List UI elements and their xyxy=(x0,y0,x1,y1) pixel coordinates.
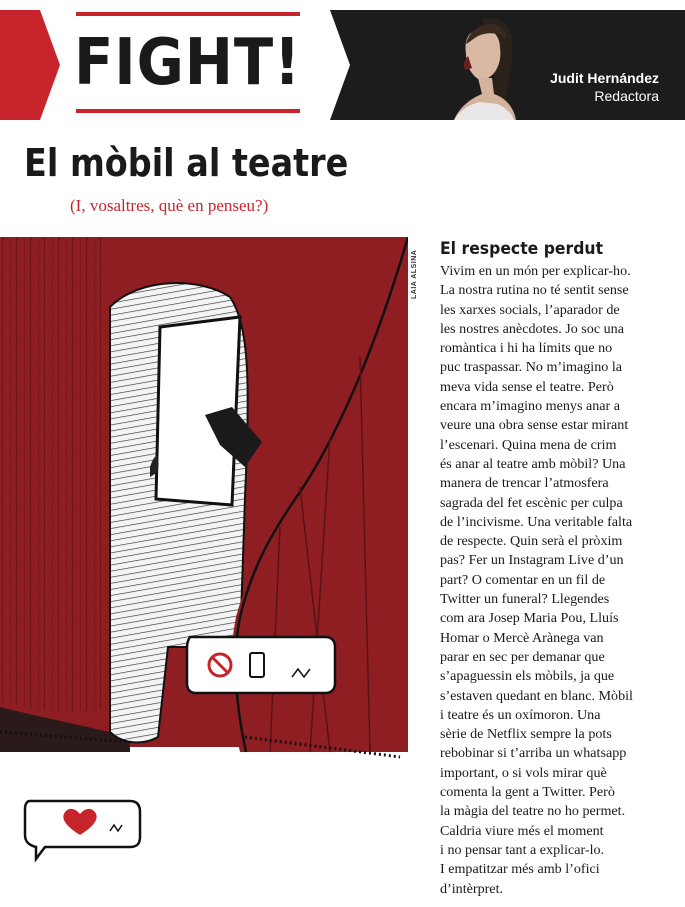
illustration-theatre-phone xyxy=(0,237,408,897)
body-line: sagrada del fet escènic per culpa xyxy=(440,494,623,511)
article-body xyxy=(440,262,685,899)
body-line: I empatitzar més amb l’ofici xyxy=(440,861,600,878)
body-line: com ara Josep Maria Pou, Lluís xyxy=(440,610,619,627)
body-line: s’estaven quedant en blanc. Mòbil xyxy=(440,687,633,704)
body-line: parar en sec per demanar que xyxy=(440,648,605,665)
body-line: meva vida sense el teatre. Però xyxy=(440,378,614,395)
body-line: veure una obra sense estar mirant xyxy=(440,417,629,434)
body-line: la màgia del teatre no ho permet. xyxy=(440,803,626,820)
column-heading: El respecte perdut xyxy=(440,239,604,259)
article-subtitle: (I, vosaltres, què en penseu?) xyxy=(70,196,269,215)
body-line: comenta la gent a Twitter. Però xyxy=(440,784,615,801)
author-role: Redactora xyxy=(594,88,659,104)
body-line: Twitter un funeral? Llegendes xyxy=(440,591,610,608)
body-line: s’apaguessin els mòbils, ja que xyxy=(440,668,615,685)
body-line: sèrie de Netflix sempre la pots xyxy=(440,726,612,743)
image-credit: LAIA ALSINA xyxy=(411,249,418,299)
body-line: romàntica i hi ha límits que no xyxy=(440,340,613,357)
body-line: puc traspassar. No m’imagino la xyxy=(440,359,623,376)
body-line: Caldria viure més el moment xyxy=(440,822,604,839)
body-line: i no pensar tant a explicar-lo. xyxy=(440,841,605,858)
header-red-arrow xyxy=(40,10,60,120)
section-title: FIGHT! xyxy=(74,26,302,100)
body-line: d’intèrpret. xyxy=(440,880,504,897)
body-line: encara m’imagino menys anar a xyxy=(440,398,621,415)
body-line: pas? Fer un Instagram Live d’un xyxy=(440,552,624,569)
body-line: de respecte. Quin serà el pròxim xyxy=(440,533,623,550)
body-line: l’escenari. Quina mena de crim xyxy=(440,436,617,453)
body-line: part? O comentar en un fil de xyxy=(440,571,606,588)
author-name: Judit Hernández xyxy=(550,70,659,86)
body-line: Homar o Mercè Arànega van xyxy=(440,629,604,646)
body-line: important, o si vols mirar què xyxy=(440,764,607,781)
article-title: El mòbil al teatre xyxy=(24,141,349,185)
header-red-block xyxy=(0,10,40,120)
body-line: i teatre és un oxímoron. Una xyxy=(440,706,601,723)
body-line: les nostres anècdotes. Jo soc una xyxy=(440,320,624,337)
section-title-rule-bottom xyxy=(76,109,300,113)
body-line: rebobinar si t’arriba un whatsapp xyxy=(440,745,627,762)
body-line: és anar al teatre amb mòbil? Una xyxy=(440,455,626,472)
body-line: de l’incivisme. Una veritable falta xyxy=(440,513,633,530)
author-banner-notch xyxy=(330,10,350,120)
author-photo xyxy=(420,10,520,120)
body-line: manera de trencar l’atmosfera xyxy=(440,475,609,492)
body-line: La nostra rutina no té sentit sense xyxy=(440,282,629,299)
body-line: les xarxes socials, l’aparador de xyxy=(440,301,620,318)
section-title-rule-top xyxy=(76,12,300,16)
body-line: Vivim en un món per explicar-ho. xyxy=(440,263,631,279)
